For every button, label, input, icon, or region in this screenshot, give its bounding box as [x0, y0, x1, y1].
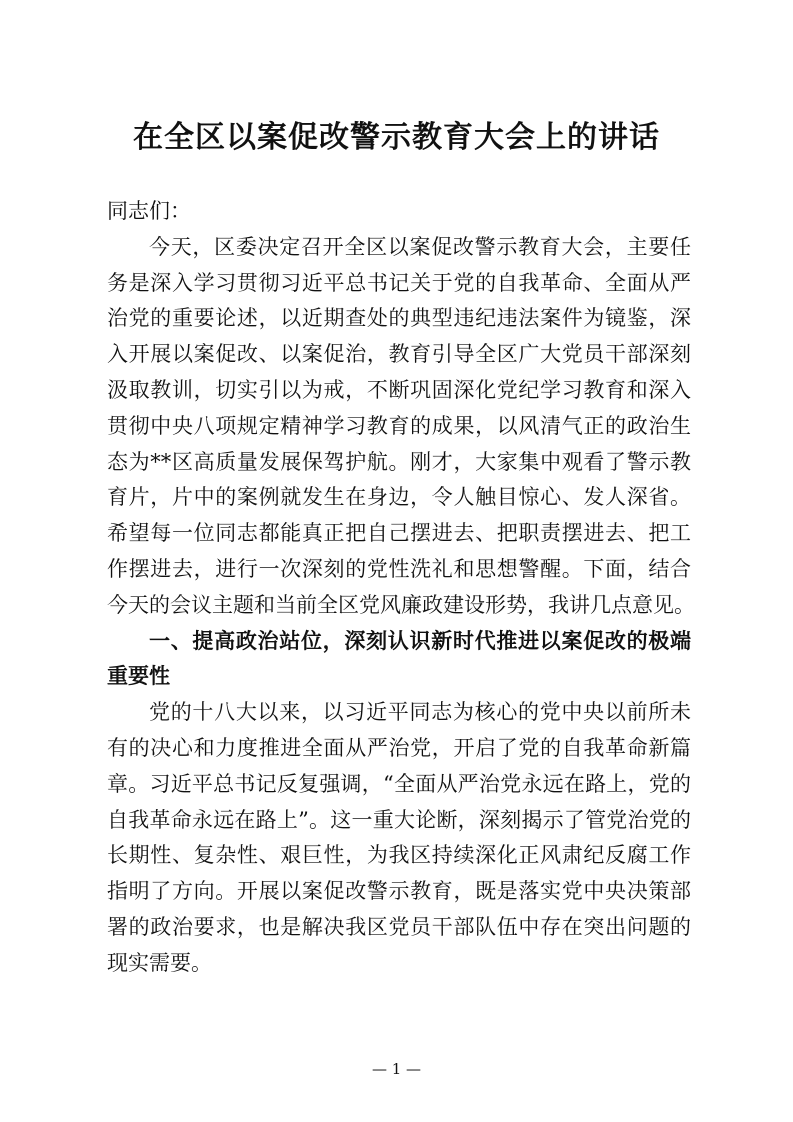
text-line: 入开展以案促改、以案促治，教育引导全区广大党员干部深刻: [107, 342, 691, 367]
text-line: 章。习近平总书记反复强调，“全面从严治党永远在路上，党的: [107, 771, 691, 796]
text-line: 贯彻中央八项规定精神学习教育的成果，以风清气正的政治生: [107, 413, 691, 438]
document-title: 在全区以案促改警示教育大会上的讲话: [133, 120, 660, 155]
document-body: [107, 194, 695, 982]
text-line: 长期性、复杂性、艰巨性，为我区持续深化正风肃纪反腐工作: [107, 843, 691, 868]
text-line: 指明了方向。开展以案促改警示教育，既是落实党中央决策部: [107, 879, 691, 904]
text-line: 今天，区委决定召开全区以案促改警示教育大会，主要任: [149, 234, 691, 259]
paragraph-section-1: [107, 695, 691, 981]
text-line: 育片，片中的案例就发生在身边，令人触目惊心、发人深省。: [107, 485, 691, 510]
text-line: 务是深入学习贯彻习近平总书记关于党的自我革命、全面从严: [107, 270, 691, 295]
text-line: 重要性: [107, 664, 170, 689]
text-line: 自我革命永远在路上”。这一重大论断，深刻揭示了管党治党的: [107, 807, 691, 832]
page-number: — 1 —: [371, 1060, 422, 1078]
text-line: 希望每一位同志都能真正把自己摆进去、把职责摆进去、把工: [107, 521, 691, 546]
text-line: 署的政治要求，也是解决我区党员干部队伍中存在突出问题的: [107, 914, 691, 939]
salutation: 同志们：: [107, 199, 191, 223]
text-line: 治党的重要论述，以近期查处的典型违纪违法案件为镜鉴，深: [107, 306, 691, 331]
text-line: 今天的会议主题和当前全区党风廉政建设形势，我讲几点意见。: [107, 592, 695, 617]
text-line: 汲取教训，切实引以为戒，不断巩固深化党纪学习教育和深入: [107, 377, 691, 402]
text-line: 有的决心和力度推进全面从严治党，开启了党的自我革命新篇: [107, 735, 691, 760]
text-line: 党的十八大以来，以习近平同志为核心的党中央以前所未: [149, 700, 691, 725]
section-heading-1: [107, 624, 691, 696]
paragraph-intro: [107, 230, 695, 624]
text-line: 现实需要。: [107, 950, 212, 975]
text-line: 态为**区高质量发展保驾护航。刚才，大家集中观看了警示教: [107, 449, 691, 474]
text-line: 一、提高政治站位，深刻认识新时代推进以案促改的极端: [149, 628, 691, 653]
text-line: 作摆进去，进行一次深刻的党性洗礼和思想警醒。下面，结合: [107, 556, 691, 581]
